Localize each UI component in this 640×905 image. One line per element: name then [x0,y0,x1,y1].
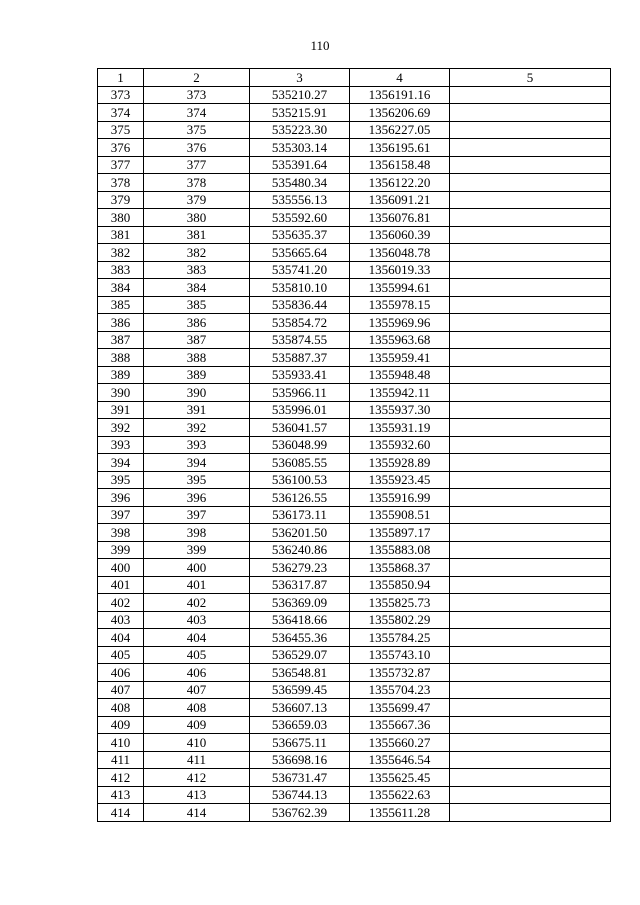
table-cell-col-1: 402 [98,594,144,612]
table-cell-col-2: 393 [144,436,250,454]
table-row [98,611,611,629]
table-cell-col-1: 391 [98,401,144,419]
table-cell-col-4: 1355743.10 [350,646,450,664]
table-cell-col-1: 406 [98,664,144,682]
table-cell-col-4: 1355868.37 [350,559,450,577]
table-cell-col-3: 535592.60 [250,209,350,227]
table-row [98,734,611,752]
table-cell-col-4: 1356195.61 [350,139,450,157]
table-row [98,769,611,787]
table-cell-col-3: 535810.10 [250,279,350,297]
table-cell-col-2: 391 [144,401,250,419]
table-cell-col-1: 398 [98,524,144,542]
table-cell-col-1: 392 [98,419,144,437]
table-cell-col-5 [450,699,611,717]
table-cell-col-1: 388 [98,349,144,367]
table-cell-col-1: 379 [98,191,144,209]
table-cell-col-2: 405 [144,646,250,664]
table-cell-col-5 [450,384,611,402]
table-cell-col-2: 396 [144,489,250,507]
table-cell-col-4: 1355802.29 [350,611,450,629]
table-cell-col-5 [450,524,611,542]
table-row [98,314,611,332]
table-row [98,139,611,157]
table-cell-col-1: 403 [98,611,144,629]
table-cell-col-2: 380 [144,209,250,227]
table-cell-col-5 [450,471,611,489]
table-cell-col-4: 1355923.45 [350,471,450,489]
table-cell-col-2: 412 [144,769,250,787]
table-row [98,436,611,454]
table-cell-col-3: 535887.37 [250,349,350,367]
table-cell-col-4: 1355611.28 [350,804,450,822]
table-cell-col-4: 1355625.45 [350,769,450,787]
table-row [98,86,611,104]
table-cell-col-1: 385 [98,296,144,314]
table-cell-col-3: 535996.01 [250,401,350,419]
table-cell-col-2: 376 [144,139,250,157]
table-cell-col-4: 1355994.61 [350,279,450,297]
table-cell-col-5 [450,121,611,139]
table-cell-col-5 [450,314,611,332]
table-cell-col-1: 409 [98,716,144,734]
table-cell-col-2: 386 [144,314,250,332]
table-row [98,209,611,227]
table-cell-col-4: 1355622.63 [350,786,450,804]
table-cell-col-2: 388 [144,349,250,367]
table-cell-col-4: 1356158.48 [350,156,450,174]
table-row [98,594,611,612]
table-cell-col-5 [450,664,611,682]
table-cell-col-1: 395 [98,471,144,489]
table-cell-col-3: 535665.64 [250,244,350,262]
table-row [98,349,611,367]
table-cell-col-5 [450,139,611,157]
table-row [98,454,611,472]
table-cell-col-2: 398 [144,524,250,542]
table-row [98,384,611,402]
table-row [98,576,611,594]
table-row [98,664,611,682]
table-cell-col-5 [450,104,611,122]
table-cell-col-2: 397 [144,506,250,524]
table-header-row [98,69,611,87]
table-cell-col-5 [450,226,611,244]
table-cell-col-4: 1355883.08 [350,541,450,559]
table-cell-col-2: 374 [144,104,250,122]
table-cell-col-3: 536731.47 [250,769,350,787]
table-cell-col-5 [450,786,611,804]
table-cell-col-4: 1355942.11 [350,384,450,402]
table-cell-col-3: 536675.11 [250,734,350,752]
table-cell-col-4: 1355908.51 [350,506,450,524]
table-cell-col-4: 1356091.21 [350,191,450,209]
table-row [98,541,611,559]
table-cell-col-2: 404 [144,629,250,647]
table-cell-col-3: 535223.30 [250,121,350,139]
table-cell-col-3: 535836.44 [250,296,350,314]
table-cell-col-2: 407 [144,681,250,699]
table-cell-col-4: 1355660.27 [350,734,450,752]
table-cell-col-4: 1355897.17 [350,524,450,542]
table-cell-col-1: 400 [98,559,144,577]
table-cell-col-1: 382 [98,244,144,262]
table-cell-col-4: 1355948.48 [350,366,450,384]
table-body [98,86,611,821]
table-cell-col-2: 414 [144,804,250,822]
table-cell-col-3: 536201.50 [250,524,350,542]
table-cell-col-4: 1355963.68 [350,331,450,349]
table-cell-col-5 [450,191,611,209]
table-cell-col-1: 387 [98,331,144,349]
table-cell-col-2: 410 [144,734,250,752]
table-row [98,104,611,122]
table-cell-col-5 [450,209,611,227]
table-cell-col-1: 399 [98,541,144,559]
table-cell-col-1: 412 [98,769,144,787]
table-cell-col-3: 535933.41 [250,366,350,384]
table-cell-col-2: 379 [144,191,250,209]
table-row [98,331,611,349]
table-cell-col-5 [450,279,611,297]
table-cell-col-5 [450,419,611,437]
table-cell-col-3: 536085.55 [250,454,350,472]
table-row [98,226,611,244]
table-cell-col-3: 535556.13 [250,191,350,209]
table-cell-col-1: 404 [98,629,144,647]
table-cell-col-5 [450,156,611,174]
table-row [98,121,611,139]
table-row [98,681,611,699]
table-row [98,559,611,577]
table-row [98,261,611,279]
table-cell-col-4: 1355932.60 [350,436,450,454]
table-cell-col-1: 410 [98,734,144,752]
table-cell-col-3: 535480.34 [250,174,350,192]
table-cell-col-3: 536369.09 [250,594,350,612]
table-row [98,191,611,209]
table-cell-col-5 [450,804,611,822]
table-cell-col-4: 1355699.47 [350,699,450,717]
table-cell-col-5 [450,506,611,524]
table-cell-col-1: 414 [98,804,144,822]
table-cell-col-2: 406 [144,664,250,682]
table-row [98,489,611,507]
table-cell-col-2: 400 [144,559,250,577]
table-cell-col-4: 1355646.54 [350,751,450,769]
table-cell-col-4: 1355916.99 [350,489,450,507]
table-cell-col-5 [450,401,611,419]
page-number: 110 [310,38,330,53]
table-cell-col-1: 394 [98,454,144,472]
coordinates-table [97,68,611,822]
table-cell-col-3: 535303.14 [250,139,350,157]
table-cell-col-5 [450,366,611,384]
table-row [98,699,611,717]
table-cell-col-5 [450,594,611,612]
table-cell-col-1: 411 [98,751,144,769]
table-cell-col-1: 378 [98,174,144,192]
table-cell-col-4: 1355850.94 [350,576,450,594]
table-cell-col-5 [450,489,611,507]
table-cell-col-2: 399 [144,541,250,559]
table-cell-col-5 [450,751,611,769]
table-cell-col-5 [450,541,611,559]
table-cell-col-3: 536240.86 [250,541,350,559]
table-cell-col-2: 389 [144,366,250,384]
table-cell-col-1: 405 [98,646,144,664]
table-cell-col-3: 536744.13 [250,786,350,804]
table-row [98,244,611,262]
table-cell-col-2: 413 [144,786,250,804]
table-cell-col-1: 386 [98,314,144,332]
table-row [98,524,611,542]
table-cell-col-1: 407 [98,681,144,699]
table-cell-col-4: 1355928.89 [350,454,450,472]
table-cell-col-5 [450,576,611,594]
table-cell-col-3: 536048.99 [250,436,350,454]
table-cell-col-3: 536173.11 [250,506,350,524]
table-cell-col-2: 381 [144,226,250,244]
table-cell-col-4: 1355978.15 [350,296,450,314]
table-cell-col-2: 383 [144,261,250,279]
table-cell-col-5 [450,86,611,104]
table-cell-col-5 [450,769,611,787]
table-row [98,174,611,192]
table-cell-col-4: 1356191.16 [350,86,450,104]
table-cell-col-2: 401 [144,576,250,594]
table-cell-col-1: 375 [98,121,144,139]
table-cell-col-1: 374 [98,104,144,122]
table-cell-col-3: 536041.57 [250,419,350,437]
table-cell-col-3: 536455.36 [250,629,350,647]
table-cell-col-1: 396 [98,489,144,507]
table-cell-col-4: 1355732.87 [350,664,450,682]
table-cell-col-1: 393 [98,436,144,454]
table-cell-col-4: 1356122.20 [350,174,450,192]
table-cell-col-4: 1355937.30 [350,401,450,419]
table-cell-col-3: 535966.11 [250,384,350,402]
table-cell-col-5 [450,331,611,349]
table-cell-col-4: 1356206.69 [350,104,450,122]
table-cell-col-3: 535215.91 [250,104,350,122]
column-header-2: 2 [144,69,250,87]
table-cell-col-2: 384 [144,279,250,297]
table-cell-col-1: 380 [98,209,144,227]
table-row [98,296,611,314]
table-cell-col-3: 536607.13 [250,699,350,717]
table-cell-col-2: 411 [144,751,250,769]
table-cell-col-1: 401 [98,576,144,594]
column-header-4: 4 [350,69,450,87]
table-cell-col-3: 536548.81 [250,664,350,682]
table-cell-col-4: 1356076.81 [350,209,450,227]
table-row [98,716,611,734]
column-header-5: 5 [450,69,611,87]
table-row [98,804,611,822]
table-cell-col-1: 383 [98,261,144,279]
table-cell-col-1: 377 [98,156,144,174]
table-cell-col-2: 390 [144,384,250,402]
table-cell-col-5 [450,559,611,577]
table-cell-col-2: 373 [144,86,250,104]
table-cell-col-4: 1355825.73 [350,594,450,612]
table-row [98,471,611,489]
table-cell-col-5 [450,436,611,454]
table-cell-col-2: 395 [144,471,250,489]
table-cell-col-4: 1356019.33 [350,261,450,279]
table-cell-col-3: 536317.87 [250,576,350,594]
table-cell-col-3: 536698.16 [250,751,350,769]
table-cell-col-5 [450,646,611,664]
table-row [98,279,611,297]
table-cell-col-2: 392 [144,419,250,437]
table-row [98,419,611,437]
table-cell-col-2: 409 [144,716,250,734]
table-cell-col-2: 375 [144,121,250,139]
table-cell-col-1: 376 [98,139,144,157]
table-cell-col-4: 1355667.36 [350,716,450,734]
table-cell-col-4: 1356227.05 [350,121,450,139]
table-cell-col-4: 1356060.39 [350,226,450,244]
table-cell-col-1: 408 [98,699,144,717]
table-row [98,751,611,769]
table-cell-col-3: 536659.03 [250,716,350,734]
table-cell-col-5 [450,629,611,647]
table-cell-col-3: 536126.55 [250,489,350,507]
table-cell-col-3: 535210.27 [250,86,350,104]
table-cell-col-2: 394 [144,454,250,472]
table-cell-col-2: 387 [144,331,250,349]
column-header-1: 1 [98,69,144,87]
table-cell-col-3: 536529.07 [250,646,350,664]
table-row [98,401,611,419]
column-header-3: 3 [250,69,350,87]
table-cell-col-3: 535741.20 [250,261,350,279]
table-cell-col-5 [450,611,611,629]
table-cell-col-3: 535391.64 [250,156,350,174]
table-cell-col-2: 402 [144,594,250,612]
table-cell-col-2: 385 [144,296,250,314]
table-cell-col-2: 377 [144,156,250,174]
table-cell-col-3: 535635.37 [250,226,350,244]
table-cell-col-2: 408 [144,699,250,717]
table-cell-col-1: 389 [98,366,144,384]
table-cell-col-1: 397 [98,506,144,524]
table-cell-col-1: 373 [98,86,144,104]
table-cell-col-5 [450,734,611,752]
table-row [98,629,611,647]
table-cell-col-5 [450,174,611,192]
table-cell-col-2: 403 [144,611,250,629]
table-cell-col-1: 390 [98,384,144,402]
table-cell-col-5 [450,716,611,734]
table-cell-col-2: 378 [144,174,250,192]
table-cell-col-3: 536418.66 [250,611,350,629]
table-cell-col-4: 1355969.96 [350,314,450,332]
table-cell-col-4: 1355784.25 [350,629,450,647]
table-cell-col-3: 535854.72 [250,314,350,332]
table-cell-col-4: 1355931.19 [350,419,450,437]
table-cell-col-2: 382 [144,244,250,262]
table-cell-col-4: 1356048.78 [350,244,450,262]
table-cell-col-4: 1355704.23 [350,681,450,699]
table-row [98,366,611,384]
table-row [98,786,611,804]
table-cell-col-5 [450,454,611,472]
table-cell-col-3: 535874.55 [250,331,350,349]
table-cell-col-1: 381 [98,226,144,244]
table-row [98,646,611,664]
table-cell-col-5 [450,296,611,314]
table-cell-col-5 [450,261,611,279]
table-cell-col-1: 413 [98,786,144,804]
table-row [98,156,611,174]
table-cell-col-3: 536279.23 [250,559,350,577]
table-cell-col-1: 384 [98,279,144,297]
table-row [98,506,611,524]
table-cell-col-3: 536762.39 [250,804,350,822]
table-cell-col-3: 536100.53 [250,471,350,489]
table-cell-col-5 [450,681,611,699]
table-cell-col-5 [450,244,611,262]
table-cell-col-3: 536599.45 [250,681,350,699]
table-cell-col-4: 1355959.41 [350,349,450,367]
table-cell-col-5 [450,349,611,367]
